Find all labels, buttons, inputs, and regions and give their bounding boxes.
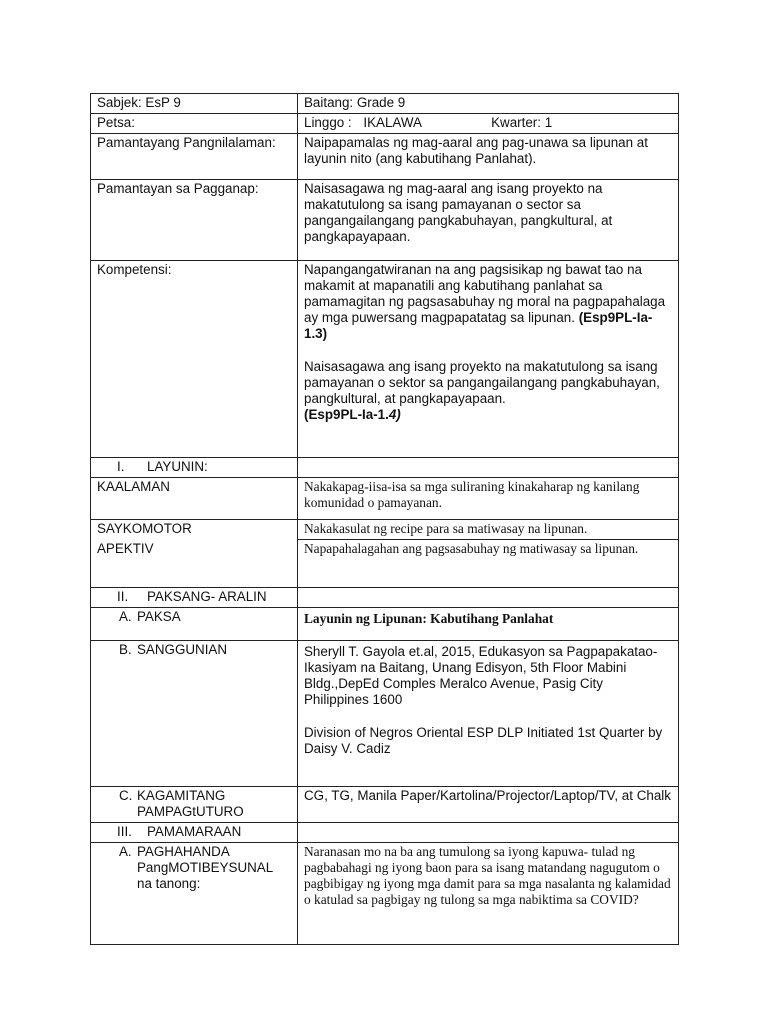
preparation-label-2: PangMOTIBEYSUNAL — [137, 860, 274, 875]
date-cell: Petsa: — [91, 114, 298, 134]
grade-cell: Baitang: Grade 9 — [298, 94, 679, 114]
psychomotor-label: SAYKOMOTOR — [91, 520, 298, 540]
row-topic — [91, 608, 679, 641]
topic-label: PAKSA — [137, 609, 181, 624]
materials-label-cell — [91, 787, 298, 823]
row-date-week — [91, 114, 679, 134]
procedure-numeral: III. — [117, 824, 132, 839]
lesson-plan-table — [90, 93, 679, 945]
competency-text — [298, 261, 679, 458]
competency-p1: Napangangatwiranan na ang pagsisikap ng bawat tao na makamit at mapanatili ang kabutihang panlahat sa pamamagitan ng pagsasabuhay ng moral na pagpapahalaga ay mga puwersang magpapatatag sa lipunan. — [304, 262, 666, 325]
subject-matter-label: PAKSANG- ARALIN — [147, 589, 267, 604]
references-label-cell — [91, 641, 298, 787]
objectives-numeral: I. — [117, 459, 125, 474]
preparation-text: Naranasan mo na ba ang tumulong sa iyong kapuwa- tulad ng pagbabahagi ng iyong baon para sa isang matandang nagugutom o pagbibigay ng iyong mga damit para sa mga nasalanta ng kalamidad o katulad sa pagbigay ng tulong sa mga nabiktima sa COVID? — [298, 843, 679, 945]
reference-1: Sheryll T. Gayola et.al, 2015, Edukasyon sa Pagpapakatao-Ikasiyam na Baitang, Unang Edisyon, 5th Floor Mabini Bldg.,DepEd Comples Meralco Avenue, Pasig City — [304, 644, 658, 691]
preparation-label-cell — [91, 843, 298, 945]
topic-text: Layunin ng Lipunan: Kabutihang Panlahat — [298, 608, 679, 641]
row-competency — [91, 261, 679, 458]
week-label: Linggo : — [304, 115, 352, 130]
reference-1-country: Philippines 1600 — [304, 692, 403, 707]
references-text — [298, 641, 679, 787]
quarter-value: Kwarter: 1 — [491, 115, 553, 130]
affective-text: Napapahalagahan ang pagsasabuhay ng matiwasay sa lipunan. — [298, 540, 679, 588]
materials-label-2: PAMPAGtUTURO — [137, 804, 244, 819]
topic-letter: A. — [119, 609, 132, 624]
subject-matter-heading-blank — [298, 588, 679, 608]
topic-label-cell — [91, 608, 298, 641]
references-label: SANGGUNIAN — [137, 642, 228, 657]
week-value: IKALAWA — [363, 115, 422, 130]
competency-code-1: (Esp9PL-Ia-1.3) — [304, 310, 653, 341]
row-references — [91, 641, 679, 787]
competency-code-2-tail: 4) — [388, 407, 401, 422]
materials-label: KAGAMITANG — [137, 788, 226, 803]
objectives-heading-blank — [298, 458, 679, 478]
knowledge-label: KAALAMAN — [91, 478, 298, 520]
row-subject-grade — [91, 94, 679, 114]
procedure-heading-blank — [298, 823, 679, 843]
competency-code-2 — [304, 407, 401, 422]
row-performance-standard — [91, 180, 679, 261]
materials-text: CG, TG, Manila Paper/Kartolina/Projector/Laptop/TV, at Chalk — [298, 787, 679, 823]
subject-matter-heading — [91, 588, 298, 608]
affective-label: APEKTIV — [91, 540, 298, 588]
performance-standard-text: Naisasagawa ng mag-aaral ang isang proyekto na makatutulong sa isang pamayanan o sector sa pangangailangang pangkabuhayan, pangkultural, at pangkapayapaan. — [298, 180, 679, 261]
row-objectives-heading — [91, 458, 679, 478]
row-knowledge — [91, 478, 679, 520]
row-procedure-heading — [91, 823, 679, 843]
row-content-standard — [91, 134, 679, 180]
content-standard-label: Pamantayang Pangnilalaman: — [91, 134, 298, 180]
procedure-heading — [91, 823, 298, 843]
row-preparation — [91, 843, 679, 945]
subject-matter-numeral: II. — [117, 589, 129, 604]
preparation-label: PAGHAHANDA — [137, 844, 230, 859]
content-standard-text: Naipapamalas ng mag-aaral ang pag-unawa sa lipunan at layunin nito (ang kabutihang Panlahat). — [298, 134, 679, 180]
reference-2: Division of Negros Oriental ESP DLP Initiated 1st Quarter by Daisy V. Cadiz — [304, 725, 663, 756]
knowledge-text: Nakakapag-iisa-isa sa mga suliraning kinakaharap ng kanilang komunidad o pamayanan. — [298, 478, 679, 520]
objectives-label: LAYUNIN: — [147, 459, 208, 474]
week-quarter-cell — [298, 114, 679, 134]
competency-p2: Naisasagawa ang isang proyekto na makatutulong sa isang pamayanan o sektor sa pangangailangang pangkabuhayan, pangkultural, at pangkapayapaan. — [304, 359, 660, 406]
objectives-heading — [91, 458, 298, 478]
row-affective — [91, 540, 679, 588]
preparation-letter: A. — [119, 844, 132, 859]
competency-label: Kompetensi: — [91, 261, 298, 458]
row-psychomotor — [91, 520, 679, 540]
procedure-label: PAMAMARAAN — [147, 824, 242, 839]
performance-standard-label: Pamantayan sa Pagganap: — [91, 180, 298, 261]
psychomotor-text: Nakakasulat ng recipe para sa matiwasay na lipunan. — [298, 520, 679, 540]
preparation-label-3: na tanong: — [137, 876, 201, 891]
references-letter: B. — [119, 642, 132, 657]
competency-code-2-main: (Esp9PL-Ia-1. — [304, 407, 389, 422]
row-materials — [91, 787, 679, 823]
row-subject-matter-heading — [91, 588, 679, 608]
materials-letter: C. — [119, 788, 133, 803]
subject-cell: Sabjek: EsP 9 — [91, 94, 298, 114]
